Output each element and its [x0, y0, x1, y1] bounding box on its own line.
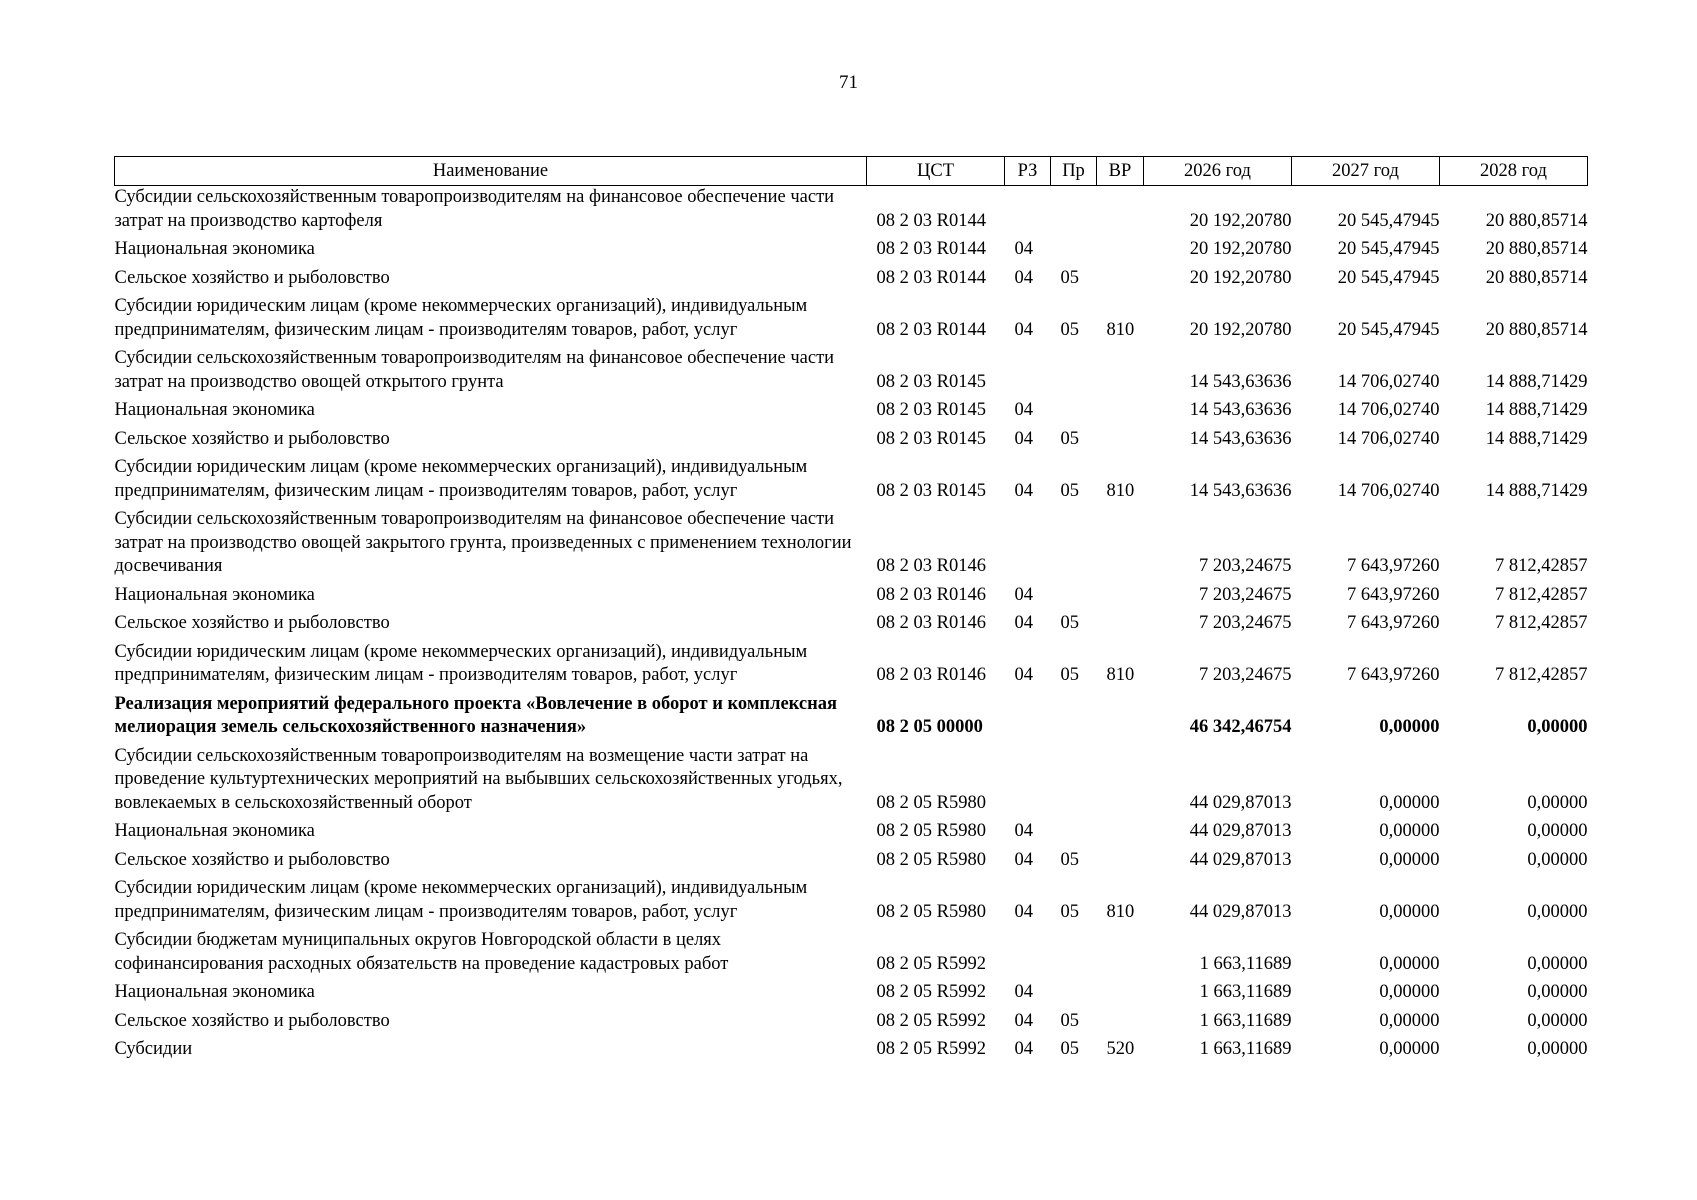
- cell-vr: 810: [1106, 319, 1135, 340]
- cell-2028: 7 812,42857: [1495, 584, 1588, 605]
- cell-pr: [1051, 508, 1097, 584]
- cell-2026: 44 029,87013: [1189, 901, 1292, 922]
- cell-name: Сельское хозяйство и рыболовство: [114, 849, 390, 870]
- cell-pr: 05: [1060, 613, 1079, 633]
- page-number: 71: [839, 72, 858, 93]
- cell-rz: [1005, 347, 1051, 399]
- cell-cst: 08 2 03 R0145: [876, 400, 986, 420]
- cell-pr: 05: [1060, 901, 1079, 922]
- cell-2027: 0,00000: [1379, 1010, 1440, 1031]
- cell-pr: [1051, 347, 1097, 399]
- cell-2028: 0,00000: [1527, 1010, 1588, 1031]
- cell-rz: [1005, 929, 1051, 981]
- cell-pr: [1051, 238, 1097, 267]
- cell-2027: 14 706,02740: [1337, 428, 1440, 449]
- cell-rz: 04: [1014, 613, 1033, 633]
- cell-name: Субсидии юридическим лицам (кроме некоммерческих организаций), индивидуальным предпринимателям, физическим лицам - производителям товаров, работ, услуг: [114, 457, 808, 501]
- cell-2027: 7 643,97260: [1347, 665, 1440, 685]
- cell-2028: 14 888,71429: [1485, 428, 1588, 449]
- cell-name: Субсидии сельскохозяйственным товаропроизводителям на финансовое обеспечение части затрат на производство овощей открытого грунта: [114, 348, 835, 392]
- cell-2027: 0,00000: [1379, 717, 1440, 737]
- cell-2028: 7 812,42857: [1495, 613, 1588, 633]
- header-2026: 2026 год: [1144, 157, 1292, 186]
- cell-2028: 20 880,85714: [1485, 239, 1588, 259]
- table-row: [115, 1010, 1588, 1039]
- table-row: [115, 238, 1588, 267]
- cell-2027: 20 545,47945: [1337, 319, 1440, 340]
- cell-vr: [1097, 693, 1144, 745]
- cell-2027: 7 643,97260: [1347, 584, 1440, 605]
- cell-vr: [1097, 981, 1144, 1010]
- cell-pr: [1051, 981, 1097, 1010]
- cell-rz: 04: [1014, 901, 1033, 922]
- cell-vr: [1097, 186, 1144, 239]
- cell-rz: 04: [1014, 849, 1033, 870]
- cell-vr: [1097, 745, 1144, 821]
- cell-2026: 1 663,11689: [1199, 982, 1292, 1002]
- cell-vr: [1097, 267, 1144, 296]
- cell-rz: 04: [1014, 400, 1033, 420]
- cell-pr: [1051, 584, 1097, 613]
- cell-2028: 0,00000: [1527, 717, 1588, 737]
- budget-table: [114, 156, 1588, 1067]
- cell-rz: [1005, 186, 1051, 239]
- cell-cst: 08 2 05 R5992: [876, 982, 986, 1002]
- cell-pr: [1051, 745, 1097, 821]
- cell-cst: 08 2 05 R5992: [876, 1039, 986, 1059]
- cell-2027: 20 545,47945: [1337, 239, 1440, 259]
- cell-pr: [1051, 399, 1097, 428]
- cell-vr: [1097, 820, 1144, 849]
- cell-vr: 520: [1106, 1039, 1135, 1059]
- cell-2028: 14 888,71429: [1485, 371, 1588, 392]
- cell-2027: 0,00000: [1379, 1039, 1440, 1059]
- table-row: [115, 641, 1588, 693]
- cell-pr: 05: [1060, 267, 1079, 288]
- cell-rz: 04: [1014, 665, 1033, 685]
- cell-name: Субсидии юридическим лицам (кроме некоммерческих организаций), индивидуальным предпринимателям, физическим лицам - производителям товаров, работ, услуг: [114, 878, 808, 922]
- cell-rz: [1005, 745, 1051, 821]
- cell-2027: 0,00000: [1379, 982, 1440, 1002]
- header-vr: ВР: [1097, 157, 1144, 186]
- cell-cst: 08 2 03 R0145: [876, 480, 986, 501]
- cell-2027: 7 643,97260: [1347, 556, 1440, 576]
- cell-2026: 20 192,20780: [1189, 210, 1292, 231]
- cell-cst: 08 2 03 R0144: [876, 210, 986, 231]
- cell-2028: 0,00000: [1527, 1039, 1588, 1059]
- cell-2028: 0,00000: [1527, 821, 1588, 841]
- cell-cst: 08 2 05 R5980: [876, 821, 986, 841]
- cell-2026: 7 203,24675: [1199, 556, 1292, 576]
- cell-2027: 0,00000: [1379, 821, 1440, 841]
- table-row: [115, 929, 1588, 981]
- cell-rz: 04: [1014, 1039, 1033, 1059]
- table-row: [115, 267, 1588, 296]
- cell-rz: [1005, 508, 1051, 584]
- cell-rz: 04: [1014, 982, 1033, 1002]
- cell-2026: 7 203,24675: [1199, 613, 1292, 633]
- cell-pr: [1051, 820, 1097, 849]
- table-row: [115, 508, 1588, 584]
- cell-vr: 810: [1106, 665, 1135, 685]
- table-header-row: [115, 157, 1588, 186]
- cell-vr: 810: [1106, 901, 1135, 922]
- cell-rz: 04: [1014, 1010, 1033, 1031]
- cell-2026: 1 663,11689: [1199, 1010, 1292, 1031]
- table-row: [115, 820, 1588, 849]
- cell-name: Субсидии: [114, 1039, 193, 1059]
- cell-name: Субсидии бюджетам муниципальных округов Новгородской области в целях софинансирования расходных обязательств на проведение кадастровых работ: [114, 930, 729, 974]
- cell-2028: 14 888,71429: [1485, 400, 1588, 420]
- cell-2028: 7 812,42857: [1495, 665, 1588, 685]
- cell-2027: 0,00000: [1379, 849, 1440, 870]
- cell-2026: 46 342,46754: [1189, 717, 1292, 737]
- table-row: [115, 877, 1588, 929]
- cell-name: Национальная экономика: [114, 400, 315, 420]
- cell-2028: 0,00000: [1527, 849, 1588, 870]
- cell-2028: 7 812,42857: [1495, 556, 1588, 576]
- cell-pr: [1051, 693, 1097, 745]
- cell-cst: 08 2 05 R5980: [876, 792, 986, 813]
- cell-cst: 08 2 05 R5980: [876, 849, 986, 870]
- cell-2026: 44 029,87013: [1189, 821, 1292, 841]
- cell-pr: 05: [1060, 428, 1079, 449]
- cell-2027: 0,00000: [1379, 901, 1440, 922]
- cell-pr: 05: [1060, 849, 1079, 870]
- cell-pr: 05: [1060, 480, 1079, 501]
- cell-vr: [1097, 612, 1144, 641]
- table-row: [115, 849, 1588, 878]
- cell-vr: [1097, 849, 1144, 878]
- cell-vr: [1097, 508, 1144, 584]
- cell-2026: 14 543,63636: [1189, 480, 1292, 501]
- cell-2026: 14 543,63636: [1189, 371, 1292, 392]
- cell-2028: 0,00000: [1527, 901, 1588, 922]
- cell-cst: 08 2 03 R0144: [876, 267, 986, 288]
- cell-cst: 08 2 03 R0146: [876, 665, 986, 685]
- cell-vr: [1097, 347, 1144, 399]
- cell-2028: 20 880,85714: [1485, 267, 1588, 288]
- cell-2026: 14 543,63636: [1189, 400, 1292, 420]
- cell-pr: 05: [1060, 1010, 1079, 1031]
- table-row: [115, 693, 1588, 745]
- cell-2027: 14 706,02740: [1337, 400, 1440, 420]
- table-row: [115, 295, 1588, 347]
- cell-name: Национальная экономика: [114, 982, 315, 1002]
- cell-2026: 44 029,87013: [1189, 849, 1292, 870]
- cell-2028: 20 880,85714: [1485, 319, 1588, 340]
- header-cst: ЦСТ: [867, 157, 1005, 186]
- cell-2026: 20 192,20780: [1189, 267, 1292, 288]
- cell-vr: 810: [1106, 480, 1135, 501]
- cell-2028: 0,00000: [1527, 792, 1588, 813]
- cell-name: Сельское хозяйство и рыболовство: [114, 1010, 390, 1031]
- cell-vr: [1097, 238, 1144, 267]
- table-row: [115, 347, 1588, 399]
- table-row: [115, 584, 1588, 613]
- cell-pr: [1051, 186, 1097, 239]
- cell-name: Сельское хозяйство и рыболовство: [114, 613, 390, 633]
- cell-2027: 20 545,47945: [1337, 210, 1440, 231]
- table-body: [115, 186, 1588, 1067]
- cell-cst: 08 2 05 R5992: [876, 1010, 986, 1031]
- cell-2028: 14 888,71429: [1485, 480, 1588, 501]
- cell-cst: 08 2 05 00000: [876, 717, 983, 737]
- table-row: [115, 1038, 1588, 1067]
- cell-2028: 0,00000: [1527, 982, 1588, 1002]
- cell-2026: 1 663,11689: [1199, 953, 1292, 974]
- header-rz: РЗ: [1005, 157, 1051, 186]
- cell-2027: 0,00000: [1379, 792, 1440, 813]
- cell-2027: 14 706,02740: [1337, 480, 1440, 501]
- cell-vr: [1097, 929, 1144, 981]
- cell-2028: 0,00000: [1527, 953, 1588, 974]
- cell-rz: 04: [1014, 428, 1033, 449]
- cell-2026: 7 203,24675: [1199, 584, 1292, 605]
- header-name: Наименование: [115, 157, 867, 186]
- cell-cst: 08 2 03 R0146: [876, 556, 986, 576]
- cell-rz: 04: [1014, 319, 1033, 340]
- cell-name: Национальная экономика: [114, 584, 315, 605]
- cell-rz: [1005, 693, 1051, 745]
- cell-rz: 04: [1014, 821, 1033, 841]
- cell-cst: 08 2 03 R0145: [876, 371, 986, 392]
- cell-name: Субсидии сельскохозяйственным товаропроизводителям на возмещение части затрат на проведение культуртехнических мероприятий на выбывших сельскохозяйственных угодьях, вовлекаемых в сельскохозяйственный оборот: [114, 745, 843, 813]
- cell-cst: 08 2 03 R0146: [876, 613, 986, 633]
- cell-cst: 08 2 03 R0144: [876, 239, 986, 259]
- cell-pr: 05: [1060, 1039, 1079, 1059]
- cell-2026: 7 203,24675: [1199, 665, 1292, 685]
- cell-2027: 0,00000: [1379, 953, 1440, 974]
- cell-2026: 1 663,11689: [1199, 1039, 1292, 1059]
- header-2028: 2028 год: [1440, 157, 1588, 186]
- cell-cst: 08 2 03 R0146: [876, 584, 986, 605]
- cell-rz: 04: [1014, 584, 1033, 605]
- cell-2027: 20 545,47945: [1337, 267, 1440, 288]
- cell-name: Субсидии сельскохозяйственным товаропроизводителям на финансовое обеспечение части затрат на производство овощей закрытого грунта, произведенных с применением технологии досвечивания: [114, 509, 852, 576]
- cell-name: Национальная экономика: [114, 821, 315, 841]
- header-pr: Пр: [1051, 157, 1097, 186]
- cell-rz: 04: [1014, 267, 1033, 288]
- cell-cst: 08 2 05 R5992: [876, 953, 986, 974]
- cell-cst: 08 2 03 R0144: [876, 319, 986, 340]
- cell-2027: 14 706,02740: [1337, 371, 1440, 392]
- cell-pr: [1051, 929, 1097, 981]
- cell-name: Субсидии юридическим лицам (кроме некоммерческих организаций), индивидуальным предпринимателям, физическим лицам - производителям товаров, работ, услуг: [114, 296, 808, 340]
- cell-rz: 04: [1014, 239, 1033, 259]
- cell-pr: 05: [1060, 665, 1079, 685]
- table-row: [115, 399, 1588, 428]
- cell-name: Реализация мероприятий федерального проекта «Вовлечение в оборот и комплексная мелиорация земель сельскохозяйственного назначения»: [114, 693, 837, 737]
- cell-cst: 08 2 05 R5980: [876, 901, 986, 922]
- cell-2026: 14 543,63636: [1189, 428, 1292, 449]
- cell-2026: 20 192,20780: [1189, 319, 1292, 340]
- cell-name: Сельское хозяйство и рыболовство: [114, 267, 390, 288]
- header-2027: 2027 год: [1292, 157, 1440, 186]
- cell-2026: 44 029,87013: [1189, 792, 1292, 813]
- table-row: [115, 456, 1588, 508]
- table-row: [115, 428, 1588, 457]
- cell-vr: [1097, 428, 1144, 457]
- cell-vr: [1097, 399, 1144, 428]
- table-row: [115, 745, 1588, 821]
- cell-vr: [1097, 584, 1144, 613]
- table-row: [115, 186, 1588, 239]
- cell-vr: [1097, 1010, 1144, 1039]
- cell-pr: 05: [1060, 319, 1079, 340]
- cell-name: Национальная экономика: [114, 239, 315, 259]
- cell-name: Сельское хозяйство и рыболовство: [114, 428, 390, 449]
- cell-rz: 04: [1014, 480, 1033, 501]
- table-row: [115, 981, 1588, 1010]
- cell-cst: 08 2 03 R0145: [876, 428, 986, 449]
- cell-2027: 7 643,97260: [1347, 613, 1440, 633]
- cell-name: Субсидии юридическим лицам (кроме некоммерческих организаций), индивидуальным предпринимателям, физическим лицам - производителям товаров, работ, услуг: [114, 641, 808, 685]
- cell-name: Субсидии сельскохозяйственным товаропроизводителям на финансовое обеспечение части затрат на производство картофеля: [114, 187, 835, 231]
- cell-2026: 20 192,20780: [1189, 239, 1292, 259]
- table-row: [115, 612, 1588, 641]
- cell-2028: 20 880,85714: [1485, 210, 1588, 231]
